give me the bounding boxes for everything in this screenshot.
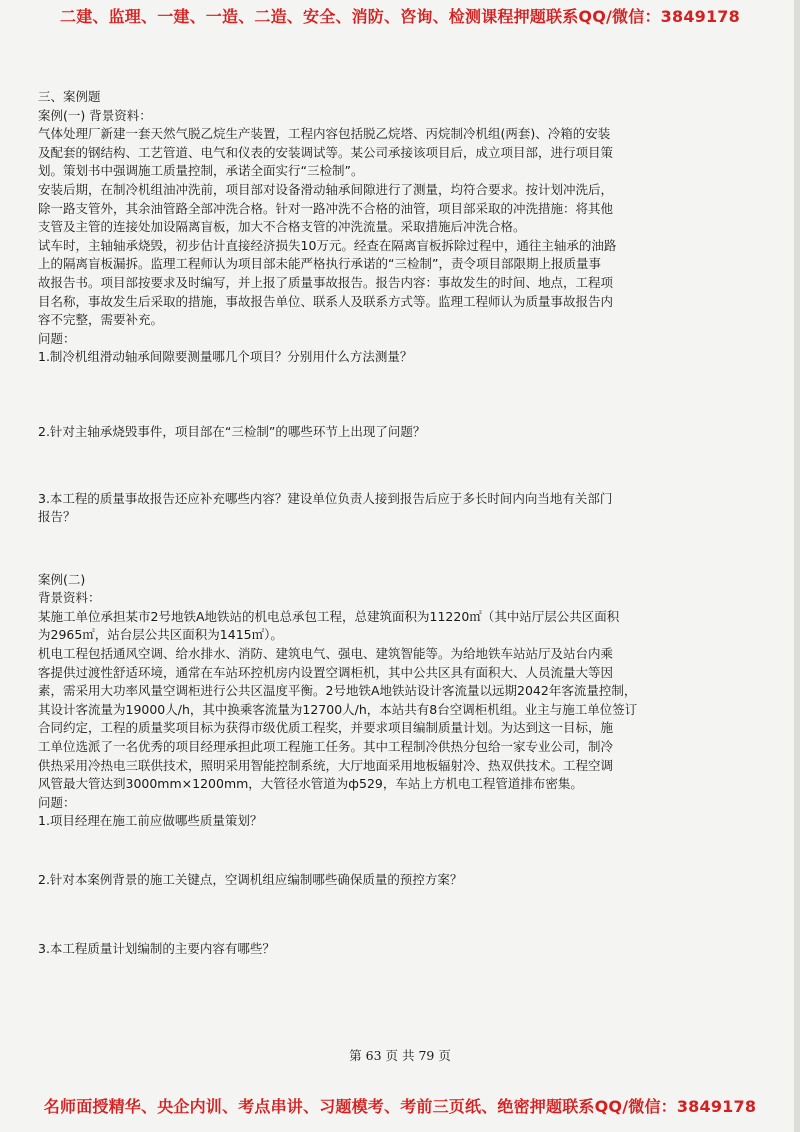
case1-questions-label: 问题：	[38, 330, 76, 346]
case1-bg-line: 容不完整，需要补充。	[38, 312, 164, 328]
case2-bg-label: 背景资料：	[38, 590, 101, 606]
case2-bg-line: 合同约定，工程的质量奖项目标为获得市级优质工程奖，并要求项目编制质量计划。为达到这一目标，施	[38, 720, 614, 736]
case2-bg-line: 供热采用冷热电三联供技术，照明采用智能控制系统，大厅地面采用地板辐射冷、热双供技术。工程空调	[38, 757, 614, 773]
case1-question-3-cont: 报告？	[38, 509, 76, 525]
case1-bg-line: 目名称，事故发生后采取的措施，事故报告单位、联系人及联系方式等。监理工程师认为质量事故报告内	[38, 293, 614, 309]
case1-background	[38, 125, 768, 330]
footer-banner: 名师面授精华、央企内训、考点串讲、习题模考、考前三页纸、绝密押题联系QQ/微信：3849178	[43, 1097, 757, 1116]
header-banner: 二建、监理、一建、一造、二造、安全、消防、咨询、检测课程押题联系QQ/微信：3849178	[60, 7, 740, 26]
case1-heading: 案例(一) 背景资料：	[38, 107, 152, 123]
case2-bg-line: 某施工单位承担某市2号地铁A地铁站的机电总承包工程，总建筑面积为11220㎡（其中站厅层公共区面积	[38, 608, 620, 624]
case1-bg-line: 气体处理厂新建一套天然气脱乙烷生产装置，工程内容包括脱乙烷塔、丙烷制冷机组(两套)、冷箱的安装	[38, 126, 611, 142]
case1-bg-line: 试车时，主轴轴承烧毁，初步估计直接经济损失10万元。经查在隔离盲板拆除过程中，通往主轴承的油路	[38, 237, 617, 253]
case1-question-2: 2.针对主轴承烧毁事件，项目部在“三检制”的哪些环节上出现了问题？	[38, 423, 426, 439]
scan-edge	[794, 0, 800, 1132]
section-title: 三、案例题	[38, 89, 101, 104]
case1-question-1: 1.制冷机组滑动轴承间隙要测量哪几个项目？分别用什么方法测量？	[38, 349, 413, 365]
case1-question-3: 3.本工程的质量事故报告还应补充哪些内容？建设单位负责人接到报告后应于多长时间内向当地有关部门	[38, 490, 613, 506]
document-body	[38, 88, 768, 958]
case1-bg-line: 除一路支管外，其余油管路全部冲洗合格。针对一路冲洗不合格的油管，项目部采取的冲洗措施：将其他	[38, 200, 614, 216]
case1-bg-line: 安装后期，在制冷机组油冲洗前，项目部对设备滑动轴承间隙进行了测量，均符合要求。按计划冲洗后，	[38, 181, 614, 197]
case2-bg-line: 客提供过渡性舒适环境，通常在车站环控机房内设置空调柜机，其中公共区具有面积大、人员流量大等因	[38, 664, 614, 680]
case1-bg-line: 划。策划书中强调施工质量控制，承诺全面实行“三检制”。	[38, 163, 364, 179]
case2-bg-line: 为2965㎡，站台层公共区面积为1415㎡）。	[38, 627, 283, 643]
case2-bg-line: 机电工程包括通风空调、给水排水、消防、建筑电气、强电、建筑智能等。为给地铁车站站厅及站台内乘	[38, 646, 614, 662]
case1-bg-line: 支管及主管的连接处加设隔离盲板，加大不合格支管的冲洗流量。采取措施后冲洗合格。	[38, 219, 526, 235]
case1-bg-line: 上的隔离盲板漏拆。监理工程师认为项目部未能严格执行承诺的“三检制”，责令项目部限期上报质量事	[38, 256, 601, 272]
case2-questions-label: 问题：	[38, 794, 76, 810]
case2-question-1: 1.项目经理在施工前应做哪些质量策划？	[38, 813, 263, 829]
case2-bg-line: 素，需采用大功率风量空调柜进行公共区温度平衡。2号地铁A地铁站设计客流量以远期2042年客流量控制，	[38, 683, 637, 699]
case2-question-2: 2.针对本案例背景的施工关键点，空调机组应编制哪些确保质量的预控方案？	[38, 872, 463, 887]
case2-background	[38, 608, 768, 794]
case2-bg-line: 风管最大管达到3000mm×1200mm，大管径水管道为ф529，车站上方机电工程管道排布密集。	[38, 776, 583, 792]
case2-heading: 案例(二)	[38, 571, 86, 587]
case2-bg-line: 工单位选派了一名优秀的项目经理承担此项工程施工任务。其中工程制冷供热分包给一家专业公司，制冷	[38, 739, 614, 755]
case2-bg-line: 其设计客流量为19000人/h，其中换乘客流量为12700人/h，本站共有8台空调柜机组。业主与施工单位签订	[38, 701, 638, 717]
case1-bg-line: 故报告书。项目部按要求及时编写，并上报了质量事故报告。报告内容：事故发生的时间、地点，工程项	[38, 274, 614, 290]
case2-question-3: 3.本工程质量计划编制的主要内容有哪些？	[38, 940, 275, 956]
case1-bg-line: 及配套的钢结构、工艺管道、电气和仪表的安装调试等。某公司承接该项目后，成立项目部，进行项目策	[38, 144, 614, 160]
page-number: 第 63 页 共 79 页	[349, 1048, 451, 1063]
